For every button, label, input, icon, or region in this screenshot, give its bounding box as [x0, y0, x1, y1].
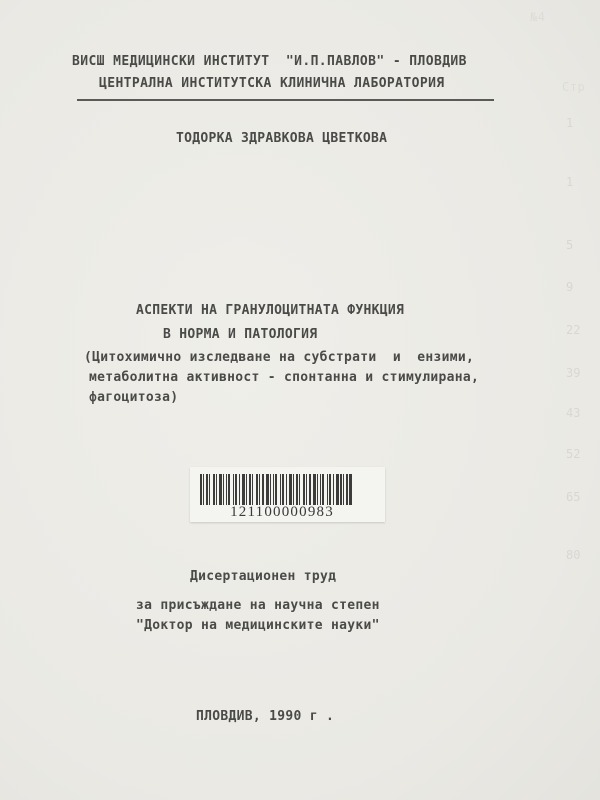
degree-name: "Доктор на медицинските науки": [136, 618, 380, 633]
barcode-label: [190, 467, 385, 522]
barcode-number: 121100000983: [230, 504, 334, 520]
bleed-page-number: 43: [566, 406, 581, 420]
bleed-page-number: 80: [566, 548, 581, 562]
author-name: ТОДОРКА ЗДРАВКОВА ЦВЕТКОВА: [176, 131, 388, 146]
department-name: ЦЕНТРАЛНА ИНСТИТУТСКА КЛИНИЧНА ЛАБОРАТОРИЯ: [99, 76, 445, 91]
bleed-page-number: 1: [566, 175, 574, 189]
institution-name: ВИСШ МЕДИЦИНСКИ ИНСТИТУТ "И.П.ПАВЛОВ" - ПЛОВДИВ: [72, 54, 467, 69]
bleed-corner-mark: №4: [530, 10, 546, 24]
dissertation-type: Дисертационен труд: [190, 569, 337, 584]
subtitle-line-1: (Цитохимично изследване на субстрати и ензими,: [84, 350, 475, 365]
header-divider: [77, 99, 494, 101]
title-line-1: АСПЕКТИ НА ГРАНУЛОЦИТНАТА ФУНКЦИЯ: [136, 303, 405, 318]
subtitle-line-2: метаболитна активност - спонтанна и стимулирана,: [89, 370, 480, 385]
degree-purpose: за присъждане на научна степен: [136, 598, 380, 613]
bleed-page-number: 22: [566, 323, 581, 337]
bleed-page-number: 52: [566, 447, 581, 461]
barcode-icon: [200, 474, 364, 505]
bleed-page-number: 39: [566, 366, 581, 380]
bleed-page-number: 5: [566, 238, 574, 252]
bleed-page-number: 1: [566, 116, 574, 130]
bleed-column-label: Стр: [562, 80, 586, 94]
bleed-page-number: 65: [566, 490, 581, 504]
place-and-year: ПЛОВДИВ, 1990 г .: [196, 709, 335, 724]
title-line-2: В НОРМА И ПАТОЛОГИЯ: [163, 327, 318, 342]
bleed-page-number: 9: [566, 280, 574, 294]
subtitle-line-3: фагоцитоза): [89, 390, 179, 405]
